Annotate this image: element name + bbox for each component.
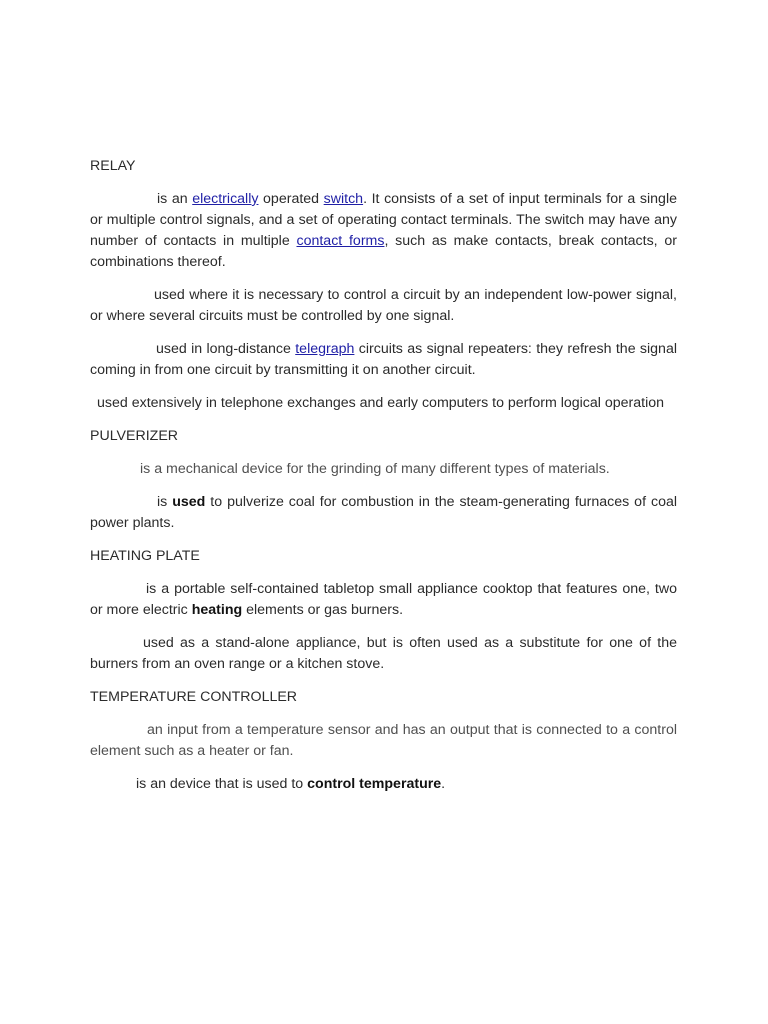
section-relay bbox=[90, 156, 677, 414]
heating-plate-paragraph-2 bbox=[90, 633, 677, 675]
section-heating-plate bbox=[90, 546, 677, 675]
text-run: . It consists of a set of input terminals for a single or multiple control signals, and a set of operating contact terminals. The switch may have any number of contacts in multiple bbox=[90, 191, 677, 249]
text-run: . bbox=[441, 776, 446, 792]
text-run: used extensively in telephone exchanges and early computers to perform logical operation bbox=[97, 395, 665, 411]
text-run: used where it is necessary to control a circuit by an independent low-power signal, or where several circuits must be controlled by one signal. bbox=[90, 287, 677, 324]
text-run: circuits as signal repeaters: they refresh the signal coming in from one circuit by transmitting it on another circuit. bbox=[90, 341, 677, 378]
link-contact-forms[interactable]: contact forms bbox=[296, 233, 385, 249]
document-body bbox=[90, 156, 677, 807]
relay-paragraph-3 bbox=[90, 339, 677, 381]
pulverizer-paragraph-2 bbox=[90, 492, 677, 534]
section-heading-temperature-controller: TEMPERATURE CONTROLLER bbox=[90, 689, 298, 705]
text-run: is a mechanical device for the grinding of many different types of materials. bbox=[140, 461, 610, 477]
link-telegraph[interactable]: telegraph bbox=[295, 341, 355, 357]
text-run: an input from a temperature sensor and has an output that is connected to a control element such as a heater or fan. bbox=[90, 722, 677, 759]
text-run: is an device that is used to bbox=[136, 776, 308, 792]
section-temperature-controller bbox=[90, 687, 677, 795]
bold-control-temperature: control temperature bbox=[307, 776, 442, 792]
temperature-controller-paragraph-1 bbox=[90, 720, 677, 762]
heating-plate-paragraph-1 bbox=[90, 579, 677, 621]
bold-heating: heating bbox=[191, 602, 243, 618]
relay-paragraph-2 bbox=[90, 285, 677, 327]
text-run: is an bbox=[157, 191, 193, 207]
bold-used: used bbox=[172, 494, 206, 510]
text-run: to pulverize coal for combustion in the steam-generating furnaces of coal power plants. bbox=[90, 494, 677, 531]
section-heading-relay: RELAY bbox=[90, 158, 136, 174]
relay-paragraph-1 bbox=[90, 189, 677, 273]
text-run: , such as make contacts, break contacts, or combinations thereof. bbox=[90, 233, 677, 270]
text-run: is a portable self-contained tabletop small appliance cooktop that features one, two or more electric bbox=[90, 581, 677, 618]
text-run: is bbox=[157, 494, 173, 510]
text-run: elements or gas burners. bbox=[242, 602, 404, 618]
link-electrically[interactable]: electrically bbox=[192, 191, 259, 207]
link-switch[interactable]: switch bbox=[323, 191, 364, 207]
section-heading-pulverizer: PULVERIZER bbox=[90, 428, 179, 444]
temperature-controller-paragraph-2 bbox=[90, 774, 677, 795]
text-run: used as a stand-alone appliance, but is often used as a substitute for one of the burners from an oven range or a kitchen stove. bbox=[90, 635, 677, 672]
section-heading-heating-plate: HEATING PLATE bbox=[90, 548, 200, 564]
text-run: operated bbox=[258, 191, 324, 207]
text-run: used in long-distance bbox=[156, 341, 296, 357]
section-pulverizer bbox=[90, 426, 677, 534]
relay-paragraph-4 bbox=[90, 393, 677, 414]
pulverizer-paragraph-1 bbox=[90, 459, 677, 480]
